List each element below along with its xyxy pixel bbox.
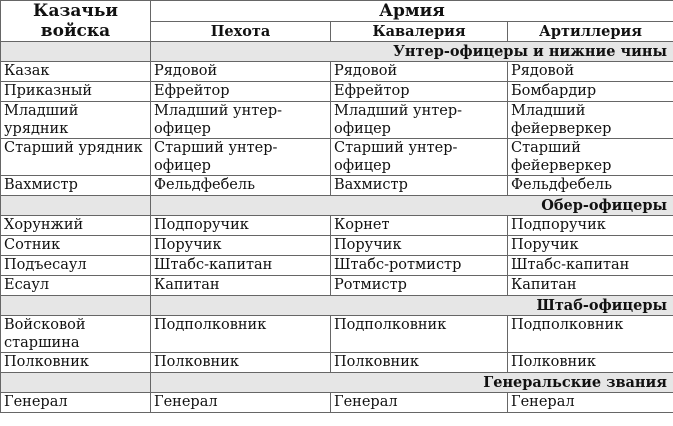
- infantry-rank-cell: Младший унтер-офицер: [151, 102, 331, 139]
- rank-row: [1, 102, 673, 139]
- section-row: [1, 373, 673, 393]
- section-title: Штаб-офицеры: [151, 296, 673, 316]
- cavalry-rank-cell: Корнет: [331, 216, 508, 236]
- cossack-rank-cell: Полковник: [1, 353, 151, 373]
- rank-row: [1, 216, 673, 236]
- rank-row: [1, 62, 673, 82]
- infantry-rank-cell: Фельдфебель: [151, 176, 331, 196]
- cavalry-rank-cell: Рядовой: [331, 62, 508, 82]
- artillery-rank-cell: Капитан: [508, 276, 673, 296]
- artillery-rank-cell: Младший фейерверкер: [508, 102, 673, 139]
- infantry-rank-cell: Подпоручик: [151, 216, 331, 236]
- artillery-rank-cell: Фельдфебель: [508, 176, 673, 196]
- artillery-rank-cell: Полковник: [508, 353, 673, 373]
- cossack-rank-cell: Старший урядник: [1, 139, 151, 176]
- section-blank-cell: [1, 296, 151, 316]
- section-row: [1, 296, 673, 316]
- artillery-rank-cell: Старший фейерверкер: [508, 139, 673, 176]
- cavalry-rank-cell: Младший унтер-офицер: [331, 102, 508, 139]
- cavalry-rank-cell: Старший унтер-офицер: [331, 139, 508, 176]
- cossack-rank-cell: Подъесаул: [1, 256, 151, 276]
- section-title: Унтер-офицеры и нижние чины: [151, 42, 673, 62]
- infantry-header: Пехота: [151, 22, 331, 42]
- artillery-rank-cell: Поручик: [508, 236, 673, 256]
- rank-row: [1, 276, 673, 296]
- cossack-rank-cell: Казак: [1, 62, 151, 82]
- cavalry-rank-cell: Штабс-ротмистр: [331, 256, 508, 276]
- artillery-rank-cell: Рядовой: [508, 62, 673, 82]
- infantry-rank-cell: Полковник: [151, 353, 331, 373]
- artillery-rank-cell: Бомбардир: [508, 82, 673, 102]
- artillery-rank-cell: Генерал: [508, 393, 673, 413]
- infantry-rank-cell: Подполковник: [151, 316, 331, 353]
- rank-row: [1, 393, 673, 413]
- cavalry-header: Кавалерия: [331, 22, 508, 42]
- cavalry-rank-cell: Вахмистр: [331, 176, 508, 196]
- rank-row: [1, 236, 673, 256]
- infantry-rank-cell: Штабс-капитан: [151, 256, 331, 276]
- section-row: [1, 196, 673, 216]
- cossack-troops-header: Казачьи войска: [1, 1, 151, 42]
- rank-row: [1, 256, 673, 276]
- section-title: Генеральские звания: [151, 373, 673, 393]
- section-title: Обер-офицеры: [151, 196, 673, 216]
- artillery-rank-cell: Подпоручик: [508, 216, 673, 236]
- cossack-rank-cell: Генерал: [1, 393, 151, 413]
- artillery-header: Артиллерия: [508, 22, 673, 42]
- artillery-rank-cell: Штабс-капитан: [508, 256, 673, 276]
- artillery-rank-cell: Подполковник: [508, 316, 673, 353]
- infantry-rank-cell: Ефрейтор: [151, 82, 331, 102]
- infantry-rank-cell: Поручик: [151, 236, 331, 256]
- section-blank-cell: [1, 373, 151, 393]
- rank-row: [1, 353, 673, 373]
- infantry-rank-cell: Генерал: [151, 393, 331, 413]
- cossack-rank-cell: Младший урядник: [1, 102, 151, 139]
- cossack-rank-cell: Хорунжий: [1, 216, 151, 236]
- rank-row: [1, 316, 673, 353]
- header-row-top: [1, 1, 673, 22]
- cossack-rank-cell: Сотник: [1, 236, 151, 256]
- section-blank-cell: [1, 42, 151, 62]
- cossack-rank-cell: Приказный: [1, 82, 151, 102]
- cavalry-rank-cell: Ефрейтор: [331, 82, 508, 102]
- cavalry-rank-cell: Подполковник: [331, 316, 508, 353]
- rank-row: [1, 139, 673, 176]
- infantry-rank-cell: Капитан: [151, 276, 331, 296]
- cossack-rank-cell: Вахмистр: [1, 176, 151, 196]
- infantry-rank-cell: Рядовой: [151, 62, 331, 82]
- infantry-rank-cell: Старший унтер-офицер: [151, 139, 331, 176]
- cavalry-rank-cell: Ротмистр: [331, 276, 508, 296]
- section-row: [1, 42, 673, 62]
- cavalry-rank-cell: Поручик: [331, 236, 508, 256]
- cavalry-rank-cell: Полковник: [331, 353, 508, 373]
- section-blank-cell: [1, 196, 151, 216]
- cossack-rank-cell: Есаул: [1, 276, 151, 296]
- ranks-body: [1, 42, 673, 413]
- rank-row: [1, 176, 673, 196]
- army-header: Армия: [151, 1, 673, 22]
- rank-row: [1, 82, 673, 102]
- cavalry-rank-cell: Генерал: [331, 393, 508, 413]
- cossack-rank-cell: Войсковой старшина: [1, 316, 151, 353]
